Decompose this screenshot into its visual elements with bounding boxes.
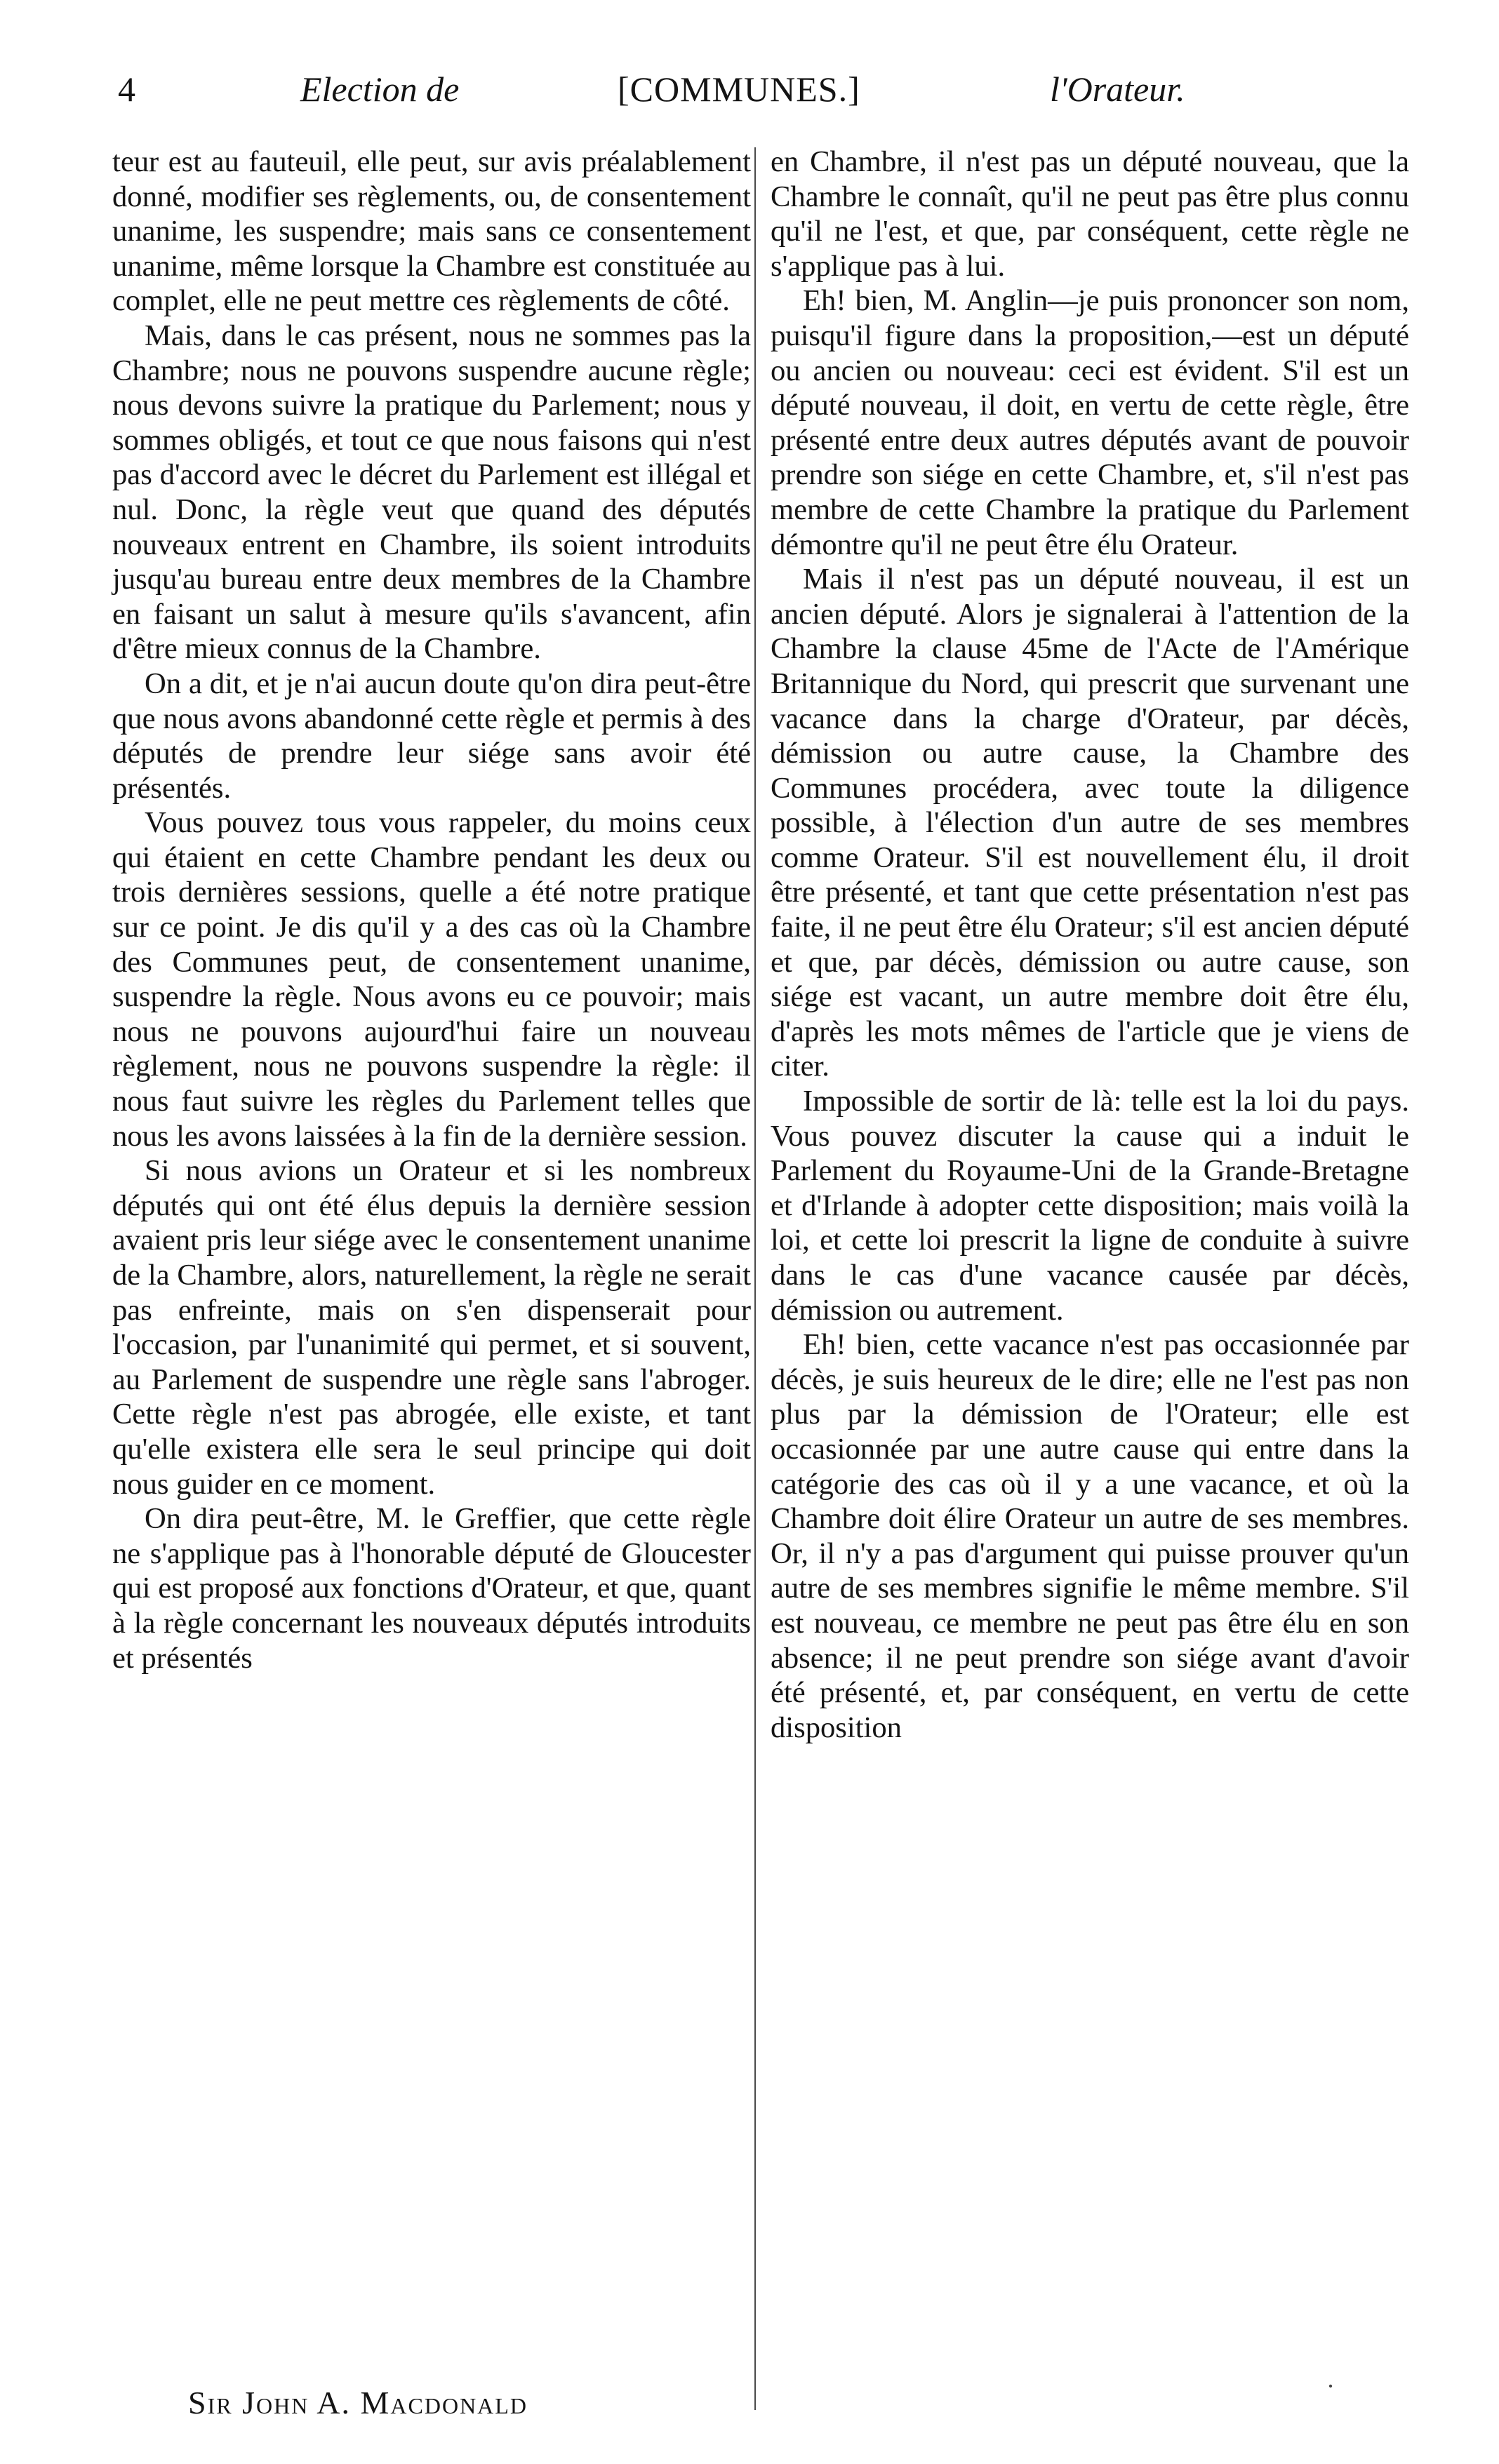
paragraph: Mais il n'est pas un député nouveau, il est un ancien député. Alors je signalerai à l'attention de la Chambre la clause 45me de l'Acte de l'Amérique Britannique du Nord, qui prescrit que survenant une vacance dans la charge d'Orateur, par décès, démission ou autre cause, la Chambre des Communes procédera, avec toute la diligence possible, à l'élection d'un autre de ses membres comme Orateur. S'il est nouvellement élu, il droit être présenté, et tant que cette présentation n'est pas faite, il ne peut être élu Orateur; s'il est ancien député et que, par décès, démission ou autre cause, son siége est vacant, un autre membre doit être élu, d'après les mots mêmes de l'article que je viens de citer. (771, 563, 1409, 1083)
text-column-right (771, 145, 1409, 1745)
paragraph: On dira peut-être, M. le Greffier, que cette règle ne s'applique pas à l'honorable député de Gloucester qui est proposé aux fonctions d'Orateur, et que, quant à la règle concernant les nouveaux députés introduits et présentés (112, 1502, 751, 1675)
speaker-signature (188, 2382, 528, 2424)
paragraph: Impossible de sortir de là: telle est la loi du pays. Vous pouvez discuter la cause qui a induit le Parlement du Royaume-Uni de la Grande-Bretagne et d'Irlande à adopter cette disposition; mais voilà la loi, et cette loi prescrit la ligne de conduite à suivre dans le cas d'une vacance causée par décès, démission ou autrement. (771, 1085, 1409, 1327)
paragraph: teur est au fauteuil, elle peut, sur avis préalablement donné, modifier ses règlements, ou, de consentement unanime, les suspendre; mais sans ce consentement unanime, même lorsque la Chambre est constituée au complet, elle ne peut mettre ces règlements de côté. (112, 145, 751, 318)
running-head-right: l'Orateur. (1050, 69, 1185, 109)
paragraph: Eh! bien, cette vacance n'est pas occasionnée par décès, je suis heureux de le dire; elle ne l'est pas non plus par la démission de l'Orateur; elle est occasionnée par une autre cause qui entre dans la catégorie des cas où il y a une vacance, et où la Chambre doit élire Orateur un autre de ses membres. Or, il n'y a pas d'argument qui puisse prouver qu'un autre de ses membres signifie le même membre. S'il est nouveau, ce membre ne peut pas être élu en son absence; il ne peut prendre son siége avant d'avoir été présenté, et, par conséquent, en vertu de cette disposition (771, 1328, 1409, 1744)
speaker-name: Sir John A. Macdonald (188, 2385, 528, 2421)
paragraph: Si nous avions un Orateur et si les nombreux députés qui ont été élus depuis la dernière session avaient pris leur siége avec le consentement unanime de la Chambre, alors, naturellement, la règle ne serait pas enfreinte, mais on s'en dispenserait pour l'occasion, par l'unanimité qui permet, et si souvent, au Parlement de suspendre une règle sans l'abroger. Cette règle n'est pas abrogée, elle existe, et tant qu'elle existera elle sera le seul principe qui doit nous guider en ce moment. (112, 1154, 751, 1501)
running-head-left: Election de (300, 69, 460, 109)
paragraph: en Chambre, il n'est pas un député nouveau, que la Chambre le connaît, qu'il ne peut pas être plus connu qu'il ne l'est, et que, par conséquent, cette règle ne s'applique pas à lui. (771, 145, 1409, 283)
running-head-center: [COMMUNES.] (618, 69, 860, 109)
paragraph: Vous pouvez tous vous rappeler, du moins ceux qui étaient en cette Chambre pendant les deux ou trois dernières sessions, quelle a été notre pratique sur ce point. Je dis qu'il y a des cas où la Chambre des Communes peut, de consentement unanime, suspendre la règle. Nous avons eu ce pouvoir; mais nous ne pouvons aujourd'hui faire un nouveau règlement, nous ne pouvons suspendre la règle: il nous faut suivre les règles du Parlement telles que nous les avons laissées à la fin de la dernière session. (112, 806, 751, 1153)
column-divider (754, 147, 756, 2410)
paragraph: Mais, dans le cas présent, nous ne sommes pas la Chambre; nous ne pouvons suspendre aucune règle; nous devons suivre la pratique du Parlement; nous y sommes obligés, et tout ce que nous faisons qui n'est pas d'accord avec le décret du Parlement est illégal et nul. Donc, la règle veut que quand des députés nouveaux entrent en Chambre, ils soient introduits jusqu'au bureau entre deux membres de la Chambre en faisant un salut à mesure qu'ils s'avancent, afin d'être mieux connus de la Chambre. (112, 319, 751, 666)
print-mark: · (1326, 2372, 1335, 2400)
page-header (0, 65, 1499, 121)
text-column-left (112, 145, 751, 1675)
page-number: 4 (118, 69, 135, 109)
paragraph: Eh! bien, M. Anglin—je puis prononcer son nom, puisqu'il figure dans la proposition,—est un député ou ancien ou nouveau: ceci est évident. S'il est un député nouveau, il doit, en vertu de cette règle, être présenté entre deux autres députés avant de pouvoir prendre son siége en cette Chambre, et, s'il n'est pas membre de cette Chambre la pratique du Parlement démontre qu'il ne peut être élu Orateur. (771, 284, 1409, 561)
paragraph: On a dit, et je n'ai aucun doute qu'on dira peut-être que nous avons abandonné cette règle et permis à des députés de prendre leur siége sans avoir été présentés. (112, 667, 751, 805)
